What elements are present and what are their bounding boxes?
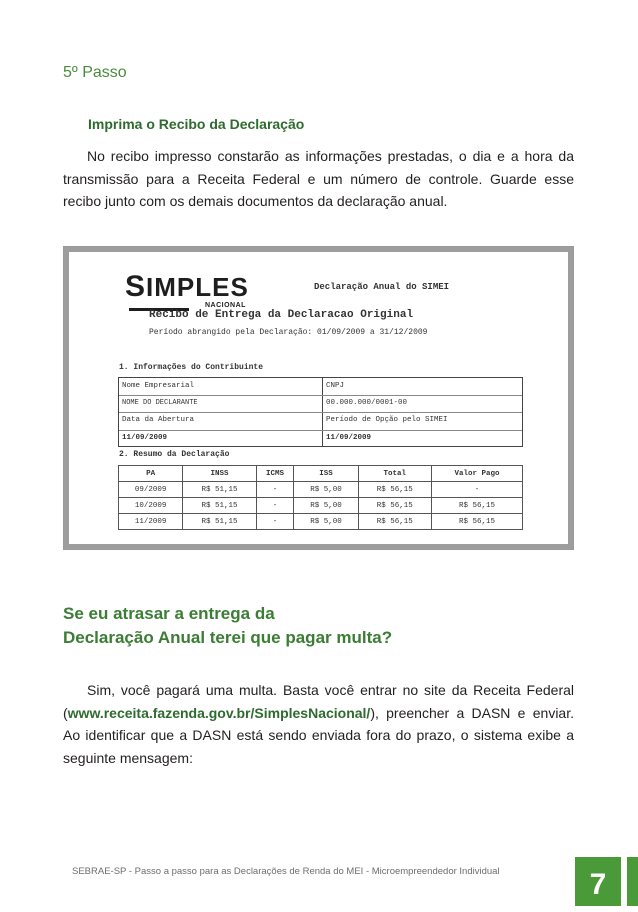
table-cell: 10/2009 <box>119 498 183 514</box>
table-cell: - <box>256 498 294 514</box>
table-cell: R$ 56,15 <box>431 498 522 514</box>
table-cell: 11/2009 <box>119 514 183 530</box>
period-value: 01/09/2009 a 31/12/2009 <box>317 328 428 337</box>
logo-initial: S <box>125 270 147 303</box>
col-header: PA <box>119 466 183 482</box>
nome-label: Nome Empresarial <box>122 382 195 390</box>
paragraph-text-before: Sim, você pagará uma multa. Basta você entrar no site da Receita Federal ( <box>63 682 574 721</box>
section-title-line1: Se eu atrasar a entrega da <box>63 604 275 623</box>
cnpj-label: CNPJ <box>326 382 345 390</box>
table-row <box>119 482 523 498</box>
col-header: Total <box>358 466 431 482</box>
declaration-title: Declaração Anual do SIMEI <box>314 282 450 292</box>
table-cell: R$ 56,15 <box>358 514 431 530</box>
summary-table <box>118 465 523 530</box>
table-header-row <box>119 466 523 482</box>
cnpj-value: 00.000.000/0001-00 <box>326 399 408 407</box>
period-label: Período abrangido pela Declaração: <box>149 328 313 337</box>
abertura-label: Data da Abertura <box>122 416 195 424</box>
paragraph-penalty <box>63 679 574 769</box>
simples-logo <box>125 270 249 309</box>
section-title-line2: Declaração Anual terei que pagar multa? <box>63 628 393 647</box>
page-number: 7 <box>575 857 621 906</box>
table-cell: R$ 5,00 <box>294 498 358 514</box>
section-title <box>63 602 392 650</box>
receipt-image <box>63 246 574 550</box>
logo-subtitle: NACIONAL <box>205 302 246 309</box>
table-cell: R$ 5,00 <box>294 482 358 498</box>
table-cell: R$ 56,15 <box>431 514 522 530</box>
paragraph-text: No recibo impresso constarão as informações prestadas, o dia e a hora da transmissão para a Receita Federal e um número de controle. Guarde esse recibo junto com os demais documentos da declaração anual. <box>63 148 574 209</box>
receita-link[interactable]: www.receita.fazenda.gov.br/SimplesNacional/ <box>67 704 371 721</box>
col-header: ICMS <box>256 466 294 482</box>
col-header: ISS <box>294 466 358 482</box>
table-row <box>119 514 523 530</box>
receipt-main-title: Recibo de Entrega da Declaracao Original <box>149 309 414 321</box>
table-cell: R$ 51,15 <box>183 482 256 498</box>
table-cell: R$ 51,15 <box>183 498 256 514</box>
sub-title: Imprima o Recibo da Declaração <box>88 116 305 132</box>
table-cell: - <box>431 482 522 498</box>
contributor-info-box <box>118 377 523 447</box>
paragraph-text-after: ), preencher a DASN e enviar. Ao identificar que a DASN está sendo enviada fora do prazo, o sistema exibe a seguinte mensagem: <box>63 704 574 766</box>
table-cell: 09/2009 <box>119 482 183 498</box>
table-cell: R$ 5,00 <box>294 514 358 530</box>
table-cell: - <box>256 514 294 530</box>
step-title: 5º Passo <box>63 64 127 81</box>
table-row <box>119 498 523 514</box>
page-footer: SEBRAE-SP - Passo a passo para as Declarações de Renda do MEI - Microempreendedor Individual <box>72 866 500 877</box>
period-line <box>149 328 427 337</box>
table-cell: R$ 51,15 <box>183 514 256 530</box>
section1-title: 1. Informações do Contribuinte <box>119 363 264 372</box>
col-header: Valor Pago <box>431 466 522 482</box>
table-cell: R$ 56,15 <box>358 498 431 514</box>
paragraph-receipt-info <box>63 145 574 213</box>
logo-text: IMPLES <box>146 272 249 302</box>
table-cell: R$ 56,15 <box>358 482 431 498</box>
abertura-value: 11/09/2009 <box>122 434 168 442</box>
page-edge-bar <box>627 857 638 906</box>
section2-title: 2. Resumo da Declaração <box>119 450 230 459</box>
col-header: INSS <box>183 466 256 482</box>
table-cell: - <box>256 482 294 498</box>
receipt-paper <box>69 252 568 544</box>
nome-value: NOME DO DECLARANTE <box>122 399 198 407</box>
opcao-label: Período de Opção pelo SIMEI <box>326 416 448 424</box>
opcao-value: 11/09/2009 <box>326 434 372 442</box>
